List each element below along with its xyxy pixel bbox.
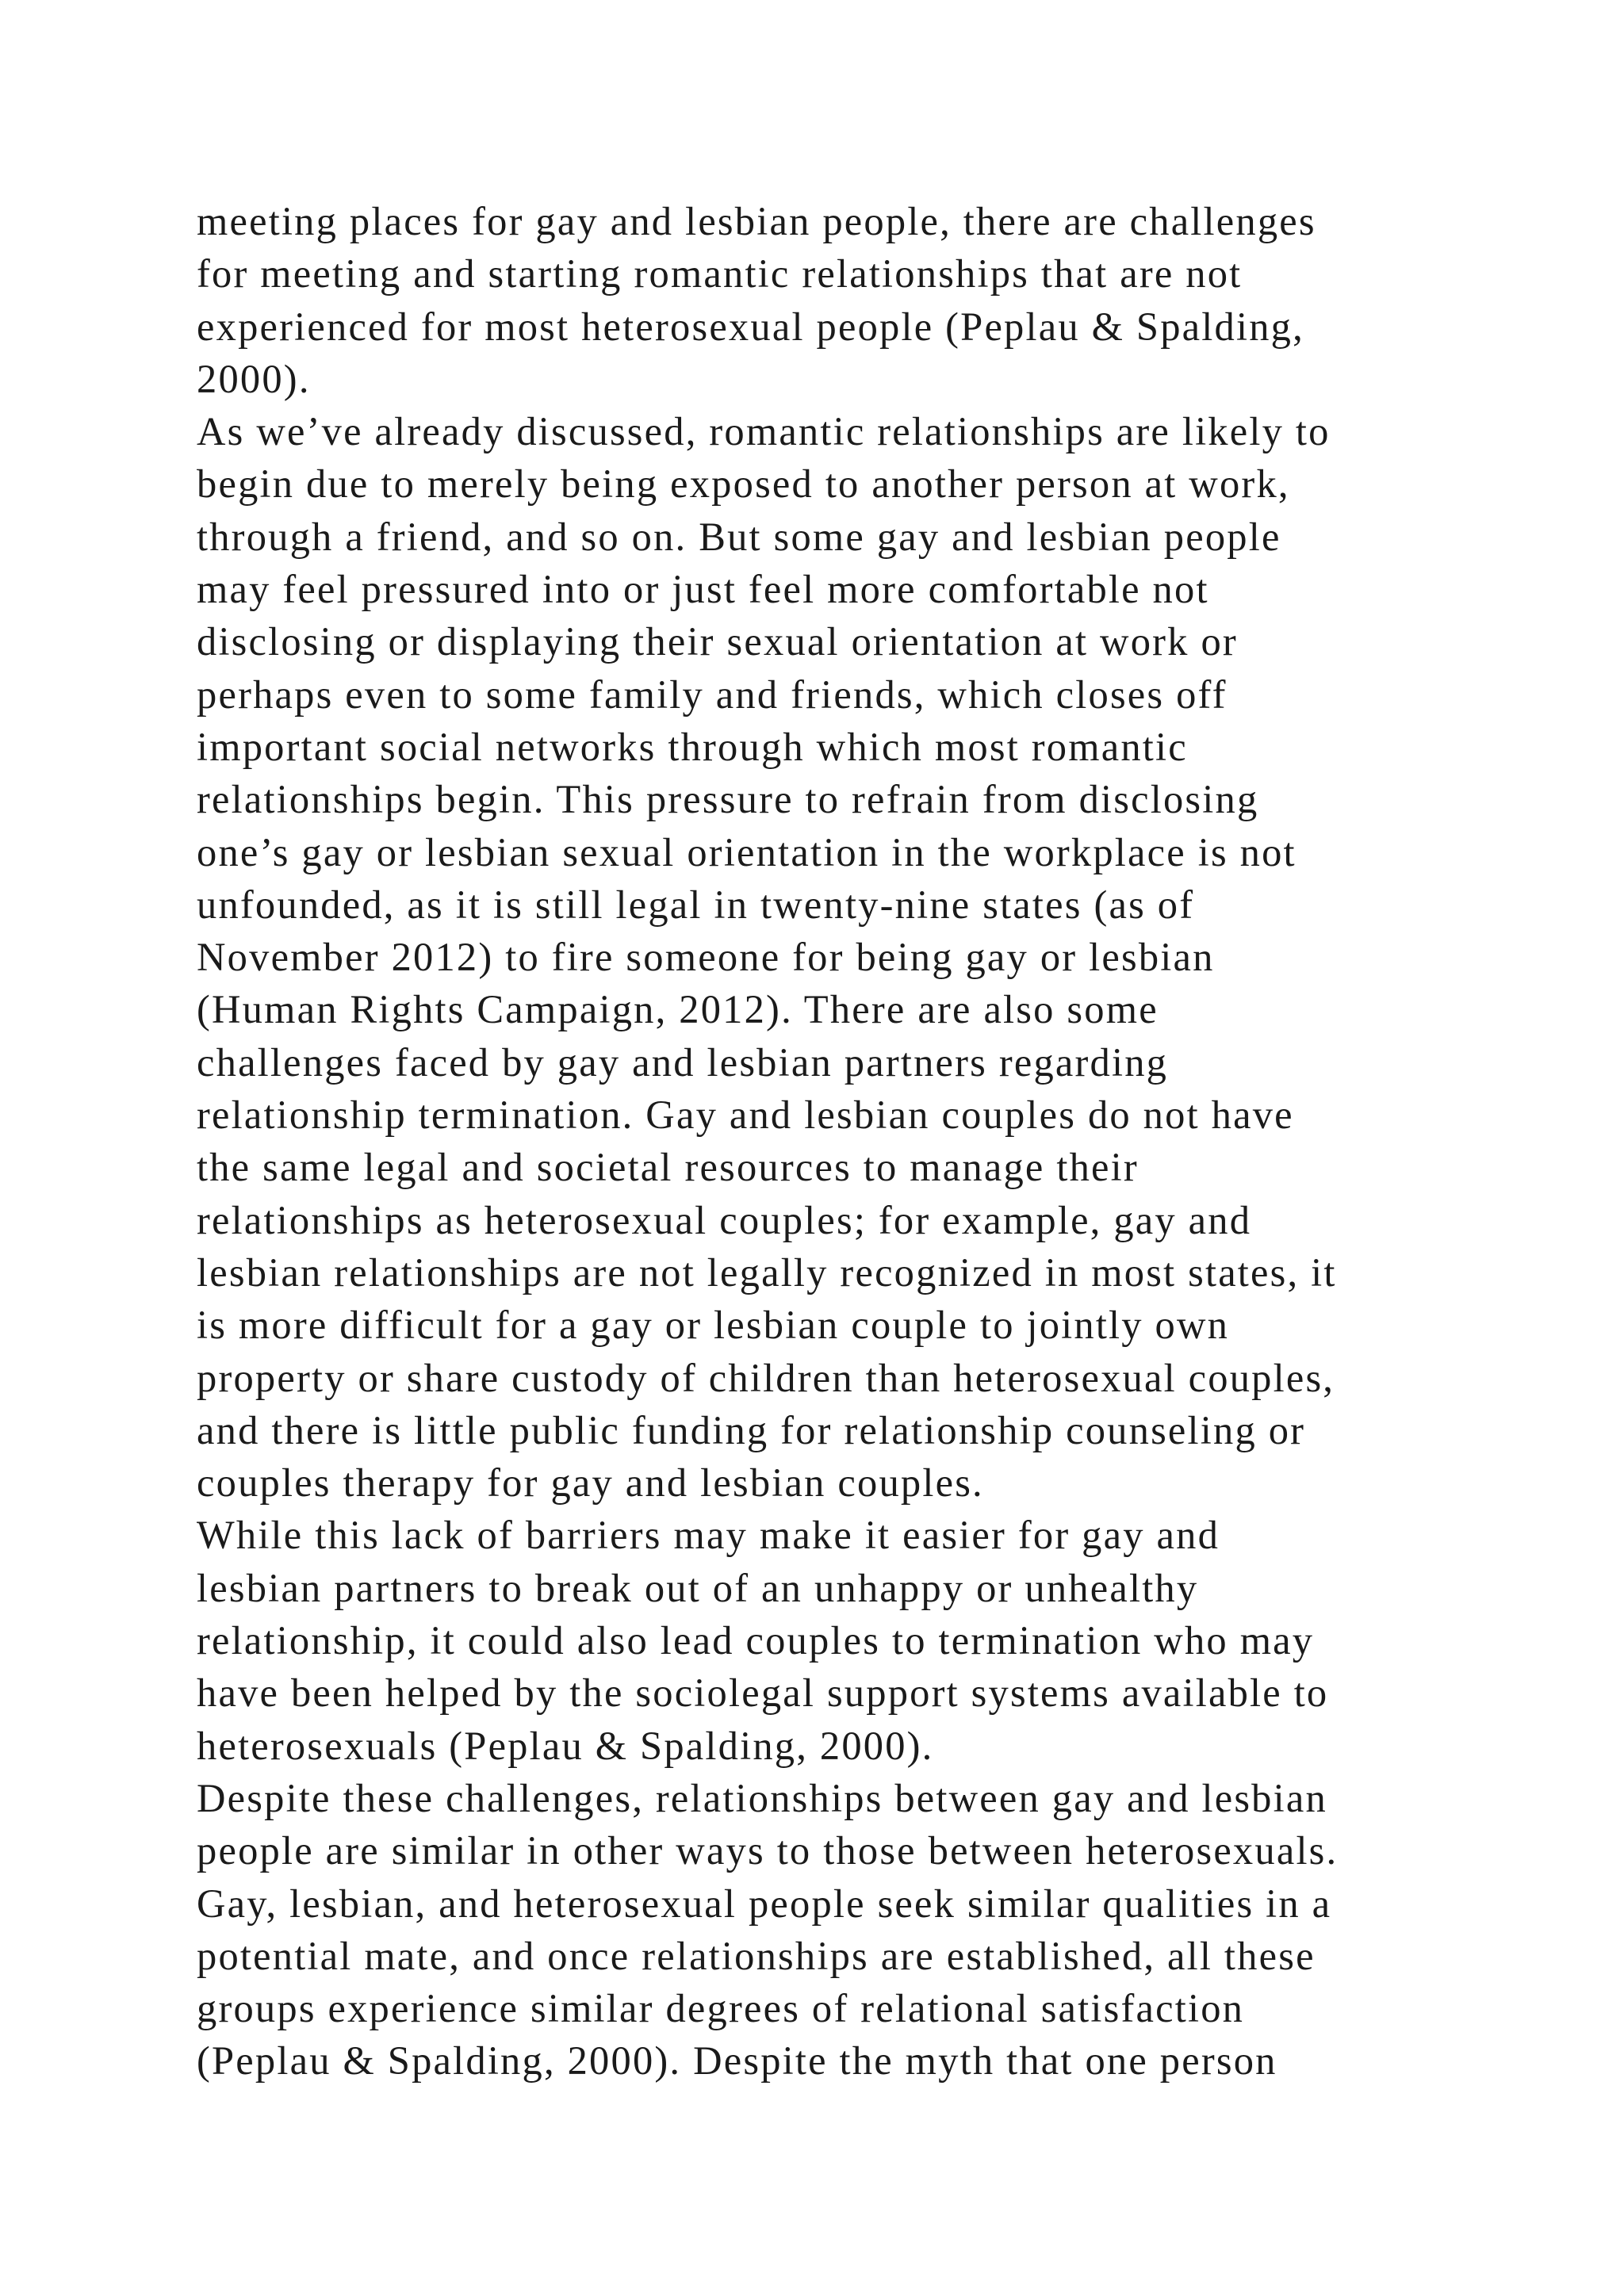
text-line: heterosexuals (Peplau & Spalding, 2000). — [197, 1723, 934, 1768]
text-line: is more difficult for a gay or lesbian couple to jointly own — [197, 1303, 1230, 1348]
text-line: have been helped by the sociolegal support systems available to — [197, 1670, 1329, 1716]
text-line: begin due to merely being exposed to another person at work, — [197, 461, 1290, 507]
text-line: groups experience similar degrees of relational satisfaction — [197, 1986, 1245, 2031]
text-line: 2000). — [197, 356, 311, 401]
text-line: property or share custody of children than heterosexual couples, — [197, 1355, 1335, 1400]
text-line: potential mate, and once relationships are established, all these — [197, 1933, 1316, 1978]
text-line: couples therapy for gay and lesbian couples. — [197, 1460, 984, 1506]
text-line: perhaps even to some family and friends, which closes off — [197, 672, 1228, 717]
text-line: experienced for most heterosexual people (Peplau & Spalding, — [197, 304, 1304, 349]
text-line: While this lack of barriers may make it easier for gay and — [197, 1513, 1220, 1558]
text-line: for meeting and starting romantic relationships that are not — [197, 251, 1243, 297]
text-line: one’s gay or lesbian sexual orientation in the workplace is not — [197, 829, 1297, 874]
text-line: relationships begin. This pressure to refrain from disclosing — [197, 777, 1259, 822]
text-line: unfounded, as it is still legal in twenty-nine states (as of — [197, 882, 1195, 927]
text-line: people are similar in other ways to those between heterosexuals. — [197, 1828, 1339, 1873]
text-line: lesbian partners to break out of an unhappy or unhealthy — [197, 1565, 1199, 1610]
text-line: lesbian relationships are not legally recognized in most states, it — [197, 1249, 1337, 1295]
text-line: and there is little public funding for relationship counseling or — [197, 1407, 1306, 1452]
text-line: disclosing or displaying their sexual orientation at work or — [197, 619, 1238, 664]
text-line: relationship termination. Gay and lesbian couples do not have — [197, 1093, 1294, 1138]
text-line: Gay, lesbian, and heterosexual people seek similar qualities in a — [197, 1881, 1332, 1926]
text-line: (Human Rights Campaign, 2012). There are also some — [197, 987, 1159, 1032]
text-line: the same legal and societal resources to manage their — [197, 1145, 1139, 1190]
text-line: relationships as heterosexual couples; for example, gay and — [197, 1197, 1252, 1242]
body-text — [197, 195, 1497, 2087]
text-line: relationship, it could also lead couples to termination who may — [197, 1618, 1315, 1663]
text-line: important social networks through which most romantic — [197, 724, 1188, 769]
text-line: Despite these challenges, relationships between gay and lesbian — [197, 1775, 1327, 1820]
text-line: meeting places for gay and lesbian people, there are challenges — [197, 199, 1316, 243]
text-line: (Peplau & Spalding, 2000). Despite the myth that one person — [197, 2038, 1277, 2084]
text-line: may feel pressured into or just feel more comfortable not — [197, 567, 1209, 612]
text-line: As we’ve already discussed, romantic relationships are likely to — [197, 409, 1331, 454]
text-line: November 2012) to fire someone for being gay or lesbian — [197, 935, 1215, 980]
text-line: challenges faced by gay and lesbian partners regarding — [197, 1039, 1169, 1085]
text-line: through a friend, and so on. But some gay and lesbian people — [197, 514, 1281, 559]
